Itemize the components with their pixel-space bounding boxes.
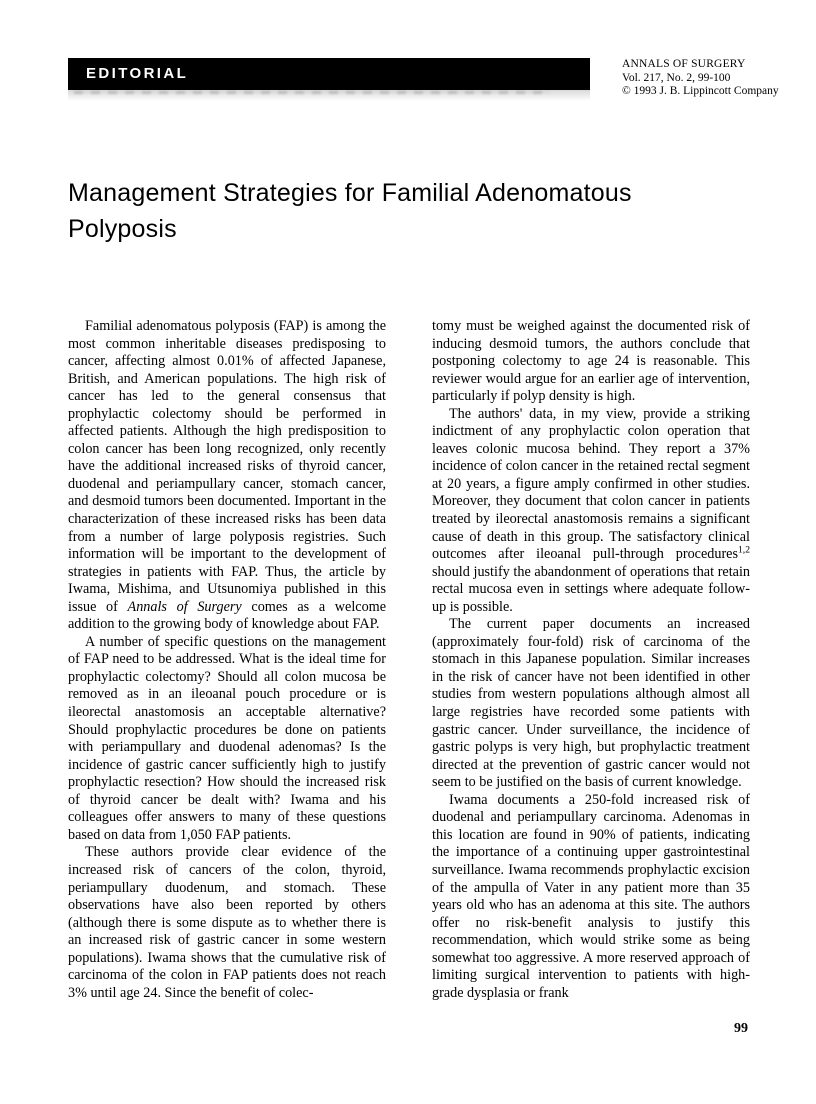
paragraph [432, 318, 750, 406]
scan-smudge [68, 90, 590, 101]
column-left [68, 318, 386, 1002]
editorial-banner-label: EDITORIAL [86, 65, 189, 82]
paragraph-text-4: tomy must be weighed against the documented risk of inducing desmoid tumors, the authors conclude that postponing colectomy to age 24 is reasonable. This reviewer would argue for an earlier age of intervention, particularly if polyp density is high. [432, 318, 750, 405]
column-right [432, 318, 750, 1002]
paragraph-text-3: These authors provide clear evidence of the increased risk of cancers of the colon, thyroid, periampullary duodenum, and stomach. These observations have also been reported by others (although there is some dispute as to whether there is an increased risk of gastric cancer in some western populations). Iwama shows that the cumulative risk of carcinoma of the colon in FAP patients does not reach 3% until age 24. Since the benefit of colec- [68, 844, 386, 1001]
paragraph [432, 406, 750, 617]
journal-name: ANNALS OF SURGERY [622, 58, 746, 70]
page-header [68, 58, 779, 102]
journal-issue: Vol. 217, No. 2, 99-100 [622, 71, 731, 84]
journal-copyright: © 1993 J. B. Lippincott Company [622, 85, 779, 97]
body-columns [68, 318, 750, 1018]
paragraph [432, 792, 750, 1003]
paragraph [68, 318, 386, 634]
paragraph-text-7: Iwama documents a 250-fold increased risk of duodenal and periampullary carcinoma. Adenomas in this location are found in 90% of patients, indicating the importance of a continuing upper gastrointestinal surveillance. Iwama recommends prophylactic excision of the ampulla of Vater in any patient more than 35 years old who has an adenoma at this site. The authors offer no risk-benefit analysis to justify this recommendation, which would strike some as being somewhat too aggressive. A more reserved approach of limiting surgical intervention to patients with high-grade dysplasia or frank [432, 791, 750, 1001]
editorial-banner [68, 58, 590, 90]
paragraph [68, 634, 386, 845]
journal-metadata [622, 58, 816, 99]
article-title: Management Strategies for Familial Adenomatous Polyposis [68, 178, 632, 243]
paragraph-text-1: Familial adenomatous polyposis (FAP) is among the most common inheritable diseases predisposing to cancer, affecting almost 0.01% of affected Japanese, British, and American populations. The high risk of cancer has led to the general consensus that prophylactic colectomy should be performed in affected patients. Although the high predisposition to colon cancer has been long recognized, only recently have the additional increased risks of thyroid cancer, duodenal and periampullary cancer, stomach cancer, and desmoid tumors been documented. Important in the characterization of these increased risks has been data from a number of large polyposis registries. Such information will be important to the development of strategies in patients with FAP. Thus, the article by Iwama, Mishima, and Utsunomiya published in this issue of Annals of Surgery comes as a welcome addition to the growing body of knowledge about FAP. [68, 318, 386, 633]
paragraph [68, 844, 386, 1002]
paragraph-text-5: The authors' data, in my view, provide a striking indictment of any prophylactic colon operation that leaves colonic mucosa behind. They report a 37% incidence of colon cancer in the retained rectal segment at 20 years, a figure amply confirmed in other studies. Moreover, they document that colon cancer in patients treated by ileorectal anastomosis remains a significant cause of death in this group. The satisfactory clinical outcomes after ileoanal pull-through procedures$^{1,2}$ should justify the abandonment of operations that retain rectal mucosa even in settings where adequate follow-up is possible. [432, 405, 750, 615]
reference-marker: 1,2 [738, 544, 750, 556]
paragraph [432, 616, 750, 791]
paragraph-text-2: A number of specific questions on the management of FAP need to be addressed. What is the ideal time for prophylactic colectomy? Should all colon mucosa be removed as in an ileoanal pouch procedure or is ileorectal anastomosis an acceptable alternative? Should prophylactic procedures be done on patients with periampullary and duodenal adenomas? Is the incidence of gastric cancer sufficiently high to justify prophylactic resection? How should the increased risk of thyroid cancer be dealt with? Iwama and his colleagues offer answers to many of these questions based on data from 1,050 FAP patients. [68, 633, 386, 843]
page-number: 99 [734, 1021, 748, 1036]
journal-title-italic: Annals of Surgery [127, 598, 242, 615]
paragraph-text-6: The current paper documents an increased (approximately four-fold) risk of carcinoma of the stomach in this Japanese population. Similar increases in the risk of cancer have not been identified in other studies from western populations although almost all large registries have recorded some patients with gastric cancer. Under surveillance, the incidence of gastric polyps is very high, but prophylactic treatment directed at the prevention of gastric cancer would not seem to be justified on the basis of current knowledge. [432, 616, 750, 791]
